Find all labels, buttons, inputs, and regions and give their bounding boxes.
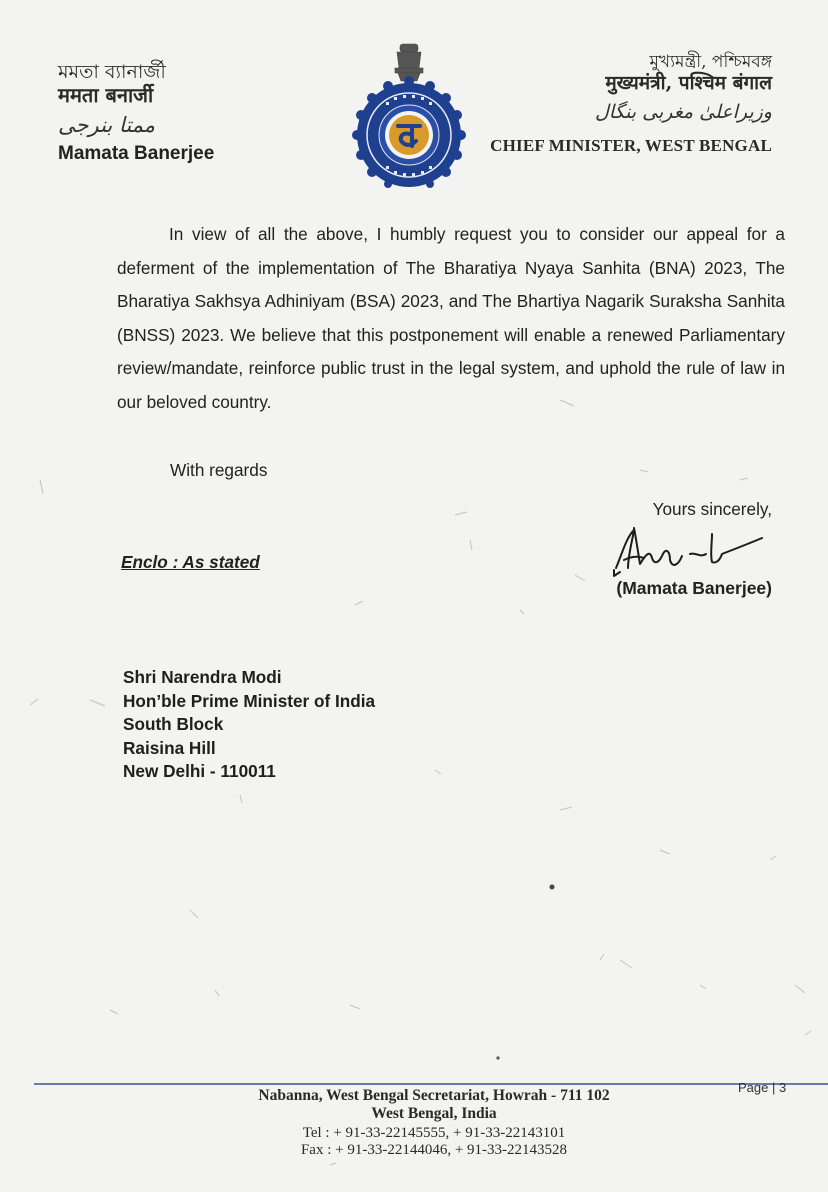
letterhead-left [58,62,214,165]
footer [0,1087,828,1159]
closing-text: Yours sincerely, [652,499,772,519]
west-bengal-emblem-icon [350,40,468,188]
footer-address-line2: West Bengal, India [371,1105,497,1122]
address-line: New Delhi - 110011 [123,761,276,781]
page-number: Page | 3 [738,1080,787,1095]
signatory-name: (Mamata Banerjee) [616,578,772,598]
footer-divider [34,1083,828,1085]
signature-image [594,520,772,578]
footer-fax: Fax : + 91-33-22144046, + 91-33-22143528 [300,1142,568,1158]
footer-tel: Tel : + 91-33-22145555, + 91-33-22143101 [302,1125,566,1141]
closing-block [542,499,772,599]
address-line: Shri Narendra Modi [123,667,282,687]
addressee-block [123,666,375,784]
letterhead-right [490,52,772,156]
title-english: CHIEF MINISTER, WEST BENGAL [490,135,772,155]
footer-address-line1: Nabanna, West Bengal Secretariat, Howrah - 711 102 [258,1087,610,1104]
title-hindi: मुख्यमंत्री, पश्चिम बंगाल [605,72,772,95]
title-bengali: মুখ্যমন্ত্রী, পশ্চিমবঙ্গ [649,52,772,72]
enclosure-note: Enclo : As stated [121,552,260,572]
body-paragraph: In view of all the above, I humbly request you to consider our appeal for a deferment of the implementation of The Bharatiya Nyaya Sanhita (BNA) 2023, The Bharatiya Sakhsya Adhiniyam (BSA) 2023, and The Bhartiya Nagarik Suraksha Sanhita (BNSS) 2023. We believe that this postponement will enable a renewed Parliamentary review/mandate, reinforce public trust in the legal system, and uphold the rule of law in our beloved country. [117,224,785,412]
address-line: South Block [123,714,224,734]
name-hindi: ममता बनार्जी [58,82,154,107]
address-line: Raisina Hill [123,737,216,758]
address-line: Hon’ble Prime Minister of India [123,690,376,711]
name-urdu: ممتا بنرجی [58,112,156,137]
regards-line: With regards [170,460,268,480]
letter-body [117,218,785,420]
name-bengali: মমতা ব্যানার্জী [58,61,166,83]
title-urdu: وزیراعلیٰ مغربی بنگال [594,101,772,124]
name-english: Mamata Banerjee [58,142,215,164]
